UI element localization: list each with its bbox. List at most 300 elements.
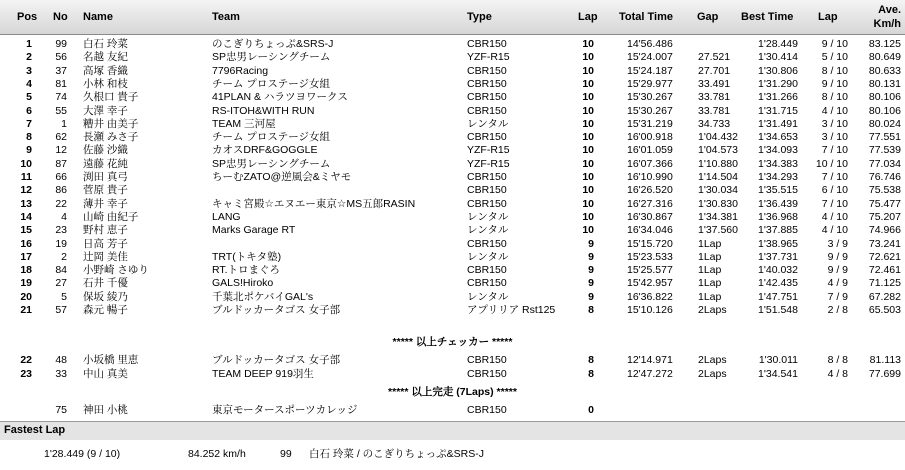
pos-cell: 1 — [26, 38, 32, 50]
header-team: Team — [212, 11, 240, 23]
pos-cell: 23 — [20, 368, 32, 380]
type-cell: YZF-R15 — [467, 157, 510, 170]
total-time-cell: 15'10.126 — [627, 304, 673, 316]
total-time-cell: 15'23.533 — [627, 250, 673, 263]
pos-cell: 9 — [26, 144, 32, 157]
ave-speed-cell: 77.699 — [868, 368, 901, 380]
best-time-cell: 1'34.093 — [758, 144, 798, 157]
gap-cell: 1'10.880 — [698, 157, 738, 170]
header-lap: Lap — [578, 11, 598, 23]
no-cell: 55 — [55, 104, 67, 117]
table-row — [0, 51, 905, 64]
type-cell: CBR150 — [467, 38, 507, 50]
name-cell: 神田 小桃 — [83, 404, 128, 416]
total-time-cell: 15'24.187 — [627, 64, 673, 77]
total-time-cell: 16'30.867 — [627, 210, 673, 223]
lap-cell: 9 — [588, 290, 594, 303]
header-ave: Ave. — [878, 4, 901, 16]
best-time-cell: 1'31.290 — [758, 77, 798, 90]
total-time-cell: 16'07.366 — [627, 157, 673, 170]
pos-cell: 5 — [26, 91, 32, 104]
team-cell: チーム プロステージ女組 — [212, 77, 330, 90]
pos-cell: 2 — [26, 51, 32, 64]
lap-cell: 10 — [582, 197, 594, 210]
name-cell: 佐藤 沙織 — [83, 144, 128, 157]
lap-cell: 9 — [588, 250, 594, 263]
no-cell: 22 — [55, 197, 67, 210]
total-time-cell: 15'24.007 — [627, 51, 673, 64]
ave-speed-cell: 80.633 — [868, 64, 901, 77]
ave-speed-cell: 77.551 — [868, 131, 901, 144]
type-cell: YZF-R15 — [467, 144, 510, 157]
team-cell: のこぎりちょっぷ&SRS-J — [212, 38, 334, 50]
total-time-cell: 12'14.971 — [627, 354, 673, 366]
lap-cell: 10 — [582, 91, 594, 104]
table-row — [0, 404, 905, 417]
type-cell: CBR150 — [467, 91, 507, 104]
team-cell: キャミ宮殿☆エヌエー東京☆MS五郎RASIN — [212, 197, 416, 210]
name-cell: 久根口 貴子 — [83, 91, 139, 104]
type-cell: CBR150 — [467, 404, 507, 416]
best-lap-cell: 9 / 9 — [827, 264, 848, 277]
no-cell: 27 — [55, 277, 67, 290]
name-cell: 高塚 香織 — [83, 64, 128, 77]
pos-cell: 21 — [20, 304, 32, 316]
best-lap-cell: 4 / 10 — [821, 224, 848, 237]
total-time-cell: 14'56.486 — [627, 38, 673, 50]
best-time-cell: 1'47.751 — [758, 290, 798, 303]
gap-cell: 1'30.034 — [698, 184, 738, 197]
name-cell: 小野崎 さゆり — [83, 264, 149, 277]
header-total-time: Total Time — [619, 11, 673, 23]
table-row — [0, 131, 905, 144]
ave-speed-cell: 80.649 — [868, 51, 901, 64]
name-cell: 名越 友紀 — [83, 51, 128, 64]
pos-cell: 17 — [20, 250, 32, 263]
gap-cell: 27.521 — [698, 51, 731, 64]
no-cell: 81 — [55, 77, 67, 90]
no-cell: 62 — [55, 131, 67, 144]
best-lap-cell: 9 / 9 — [827, 250, 848, 263]
fastest-lap-row — [0, 448, 905, 461]
best-lap-cell: 7 / 10 — [821, 144, 848, 157]
name-cell: 日高 芳子 — [83, 237, 128, 250]
pos-cell: 12 — [20, 184, 32, 197]
best-time-cell: 1'34.653 — [758, 131, 798, 144]
name-cell: 大澤 幸子 — [83, 104, 128, 117]
team-cell: TEAM DEEP 919羽生 — [212, 368, 314, 380]
best-lap-cell: 5 / 10 — [821, 51, 848, 64]
best-time-cell: 1'42.435 — [758, 277, 798, 290]
gap-cell: 2Laps — [698, 304, 727, 316]
lap-cell: 10 — [582, 64, 594, 77]
table-row — [0, 171, 905, 184]
type-cell: CBR150 — [467, 277, 507, 290]
ave-speed-cell: 80.106 — [868, 91, 901, 104]
team-cell: RT.トロまぐろ — [212, 264, 281, 277]
table-row — [0, 224, 905, 237]
table-row — [0, 368, 905, 381]
best-lap-cell: 3 / 9 — [827, 237, 848, 250]
team-cell: ちーむZATO@逆風会&ミヤモ — [212, 171, 352, 183]
header-type: Type — [467, 11, 492, 23]
ave-speed-cell: 73.241 — [868, 237, 901, 250]
no-cell: 84 — [55, 264, 67, 277]
team-cell: TEAM 三河屋 — [212, 117, 276, 130]
table-row — [0, 184, 905, 197]
no-cell: 57 — [55, 304, 67, 316]
best-time-cell: 1'30.414 — [758, 51, 798, 64]
total-time-cell: 15'29.977 — [627, 77, 673, 90]
pos-cell: 3 — [26, 64, 32, 77]
type-cell: CBR150 — [467, 64, 507, 77]
total-time-cell: 15'30.267 — [627, 104, 673, 117]
lap-cell: 10 — [582, 171, 594, 183]
best-lap-cell: 4 / 10 — [821, 104, 848, 117]
best-time-cell: 1'37.731 — [758, 250, 798, 263]
ave-speed-cell: 75.207 — [868, 210, 901, 223]
type-cell: レンタル — [467, 224, 509, 237]
no-cell: 37 — [55, 64, 67, 77]
lap-cell: 10 — [582, 144, 594, 157]
fastest-lap-no: 99 — [280, 448, 292, 460]
table-row — [0, 251, 905, 264]
total-time-cell: 16'00.918 — [627, 131, 673, 144]
table-row — [0, 264, 905, 277]
lap-cell: 8 — [588, 368, 594, 380]
ave-speed-cell: 83.125 — [868, 38, 901, 50]
best-lap-cell: 8 / 10 — [821, 64, 848, 77]
best-time-cell: 1'37.885 — [758, 224, 798, 237]
ave-speed-cell: 77.539 — [868, 144, 901, 157]
lap-cell: 10 — [582, 224, 594, 237]
type-cell: CBR150 — [467, 171, 507, 183]
ave-speed-cell: 65.503 — [868, 304, 901, 316]
no-cell: 19 — [55, 237, 67, 250]
team-cell: GALS!Hiroko — [212, 277, 274, 290]
table-row — [0, 91, 905, 104]
gap-cell: 27.701 — [698, 64, 731, 77]
type-cell: CBR150 — [467, 77, 507, 90]
ave-speed-cell: 80.024 — [868, 117, 901, 130]
ave-speed-cell: 71.125 — [868, 277, 901, 290]
total-time-cell: 16'10.990 — [627, 171, 673, 183]
total-time-cell: 15'25.577 — [627, 264, 673, 277]
no-cell: 86 — [55, 184, 67, 197]
best-lap-cell: 7 / 9 — [827, 290, 848, 303]
type-cell: レンタル — [467, 290, 509, 303]
pos-cell: 20 — [20, 290, 32, 303]
table-row — [0, 277, 905, 290]
type-cell: アプリリア Rst125 — [467, 304, 556, 316]
best-lap-cell: 3 / 10 — [821, 131, 848, 144]
type-cell: CBR150 — [467, 131, 507, 144]
name-cell: 山崎 由紀子 — [83, 210, 139, 223]
pos-cell: 14 — [20, 210, 32, 223]
fastest-lap-title: Fastest Lap — [4, 424, 66, 436]
lap-cell: 10 — [582, 117, 594, 130]
lap-cell: 9 — [588, 237, 594, 250]
team-cell: TRT(トキタ塾) — [212, 250, 282, 263]
no-cell: 56 — [55, 51, 67, 64]
team-cell: RS-ITOH&WITH RUN — [212, 104, 315, 117]
gap-cell: 1Lap — [698, 290, 722, 303]
lap-cell: 10 — [582, 157, 594, 170]
best-lap-cell: 4 / 8 — [827, 368, 848, 380]
type-cell: CBR150 — [467, 354, 507, 366]
best-lap-cell: 8 / 10 — [821, 91, 848, 104]
header-name: Name — [83, 11, 113, 23]
ave-speed-cell: 77.034 — [868, 157, 901, 170]
best-time-cell: 1'36.968 — [758, 210, 798, 223]
team-cell: 41PLAN & ハラツヨワークス — [212, 91, 348, 104]
lap-cell: 0 — [588, 404, 594, 416]
lap-cell: 10 — [582, 38, 594, 50]
table-row — [0, 354, 905, 367]
total-time-cell: 16'27.316 — [627, 197, 673, 210]
gap-cell: 1'04.432 — [698, 131, 738, 144]
type-cell: YZF-R15 — [467, 51, 510, 64]
pos-cell: 11 — [20, 171, 32, 183]
lap-cell: 10 — [582, 210, 594, 223]
type-cell: CBR150 — [467, 237, 507, 250]
name-cell: 石井 千優 — [83, 277, 128, 290]
lap-cell: 8 — [588, 304, 594, 316]
ave-speed-cell: 75.538 — [868, 184, 901, 197]
best-time-cell: 1'31.491 — [758, 117, 798, 130]
name-cell: 中山 真美 — [83, 368, 128, 380]
best-time-cell: 1'40.032 — [758, 264, 798, 277]
pos-cell: 22 — [20, 354, 32, 366]
lap-cell: 10 — [582, 51, 594, 64]
table-row — [0, 105, 905, 118]
table-row — [0, 38, 905, 51]
name-cell: 小坂橋 里恵 — [83, 354, 139, 366]
pos-cell: 13 — [20, 197, 32, 210]
type-cell: CBR150 — [467, 264, 507, 277]
table-row — [0, 65, 905, 78]
lap-cell: 10 — [582, 77, 594, 90]
best-time-cell: 1'34.541 — [758, 368, 798, 380]
pos-cell: 10 — [20, 157, 32, 170]
best-time-cell: 1'35.515 — [758, 184, 798, 197]
header-best-time: Best Time — [741, 11, 794, 23]
best-time-cell: 1'38.965 — [758, 237, 798, 250]
total-time-cell: 16'26.520 — [627, 184, 673, 197]
best-time-cell: 1'34.383 — [758, 157, 798, 170]
no-cell: 75 — [55, 404, 67, 416]
lap-cell: 10 — [582, 184, 594, 197]
pos-cell: 8 — [26, 131, 32, 144]
best-time-cell: 1'31.266 — [758, 91, 798, 104]
table-row — [0, 78, 905, 91]
pos-cell: 15 — [20, 224, 32, 237]
no-cell: 48 — [55, 354, 67, 366]
team-cell: SP忠男レーシングチーム — [212, 51, 331, 64]
name-cell: 遠藤 花純 — [83, 157, 128, 170]
name-cell: 白石 玲菜 — [83, 38, 128, 50]
name-cell: 保坂 綾乃 — [83, 290, 128, 303]
team-cell: 7796Racing — [212, 64, 269, 77]
best-time-cell: 1'30.806 — [758, 64, 798, 77]
best-time-cell: 1'34.293 — [758, 171, 798, 183]
lap-cell: 9 — [588, 277, 594, 290]
header-kmh: Km/h — [873, 18, 901, 30]
gap-cell: 1Lap — [698, 264, 722, 277]
name-cell: 渕田 真弓 — [83, 171, 128, 183]
team-cell: チーム プロステージ女組 — [212, 131, 330, 144]
gap-cell: 1'14.504 — [698, 171, 738, 183]
pos-cell: 19 — [20, 277, 32, 290]
gap-cell: 1'37.560 — [698, 224, 738, 237]
ave-speed-cell: 80.106 — [868, 104, 901, 117]
gap-cell: 33.491 — [698, 77, 731, 90]
team-cell: LANG — [212, 210, 241, 223]
name-cell: 小林 和枝 — [83, 77, 128, 90]
ave-speed-cell: 72.461 — [868, 264, 901, 277]
type-cell: CBR150 — [467, 368, 507, 380]
gap-cell: 1'34.381 — [698, 210, 738, 223]
name-cell: 森元 暢子 — [83, 304, 128, 316]
table-row — [0, 144, 905, 157]
best-lap-cell: 10 / 10 — [815, 157, 848, 170]
pos-cell: 18 — [20, 264, 32, 277]
header-best-lap: Lap — [818, 11, 838, 23]
best-lap-cell: 7 / 10 — [821, 197, 848, 210]
best-lap-cell: 8 / 8 — [827, 354, 848, 366]
header-no: No — [53, 11, 68, 23]
best-lap-cell: 6 / 10 — [821, 184, 848, 197]
no-cell: 12 — [55, 144, 67, 157]
no-cell: 5 — [61, 290, 67, 303]
gap-cell: 1'30.830 — [698, 197, 738, 210]
header-pos: Pos — [17, 11, 38, 23]
name-cell: 菅原 貴子 — [83, 184, 128, 197]
fastest-lap-speed: 84.252 km/h — [188, 448, 246, 460]
gap-cell: 1Lap — [698, 250, 722, 263]
pos-cell: 6 — [26, 104, 32, 117]
type-cell: CBR150 — [467, 197, 507, 210]
team-cell: 東京モータースポーツカレッジ — [212, 404, 358, 416]
total-time-cell: 15'31.219 — [627, 117, 673, 130]
header-gap: Gap — [697, 11, 719, 23]
no-cell: 99 — [55, 38, 67, 50]
table-row — [0, 304, 905, 317]
total-time-cell: 15'42.957 — [627, 277, 673, 290]
ave-speed-cell: 74.966 — [868, 224, 901, 237]
table-row — [0, 291, 905, 304]
no-cell: 2 — [61, 250, 67, 263]
gap-cell: 2Laps — [698, 354, 727, 366]
type-cell: CBR150 — [467, 184, 507, 197]
no-cell: 74 — [55, 91, 67, 104]
name-cell: 薄井 幸子 — [83, 197, 128, 210]
best-time-cell: 1'36.439 — [758, 197, 798, 210]
name-cell: 野村 恵子 — [83, 224, 128, 237]
total-time-cell: 15'30.267 — [627, 91, 673, 104]
name-cell: 辻岡 美佳 — [83, 250, 128, 263]
total-time-cell: 16'34.046 — [627, 224, 673, 237]
table-row — [0, 158, 905, 171]
best-lap-cell: 4 / 10 — [821, 210, 848, 223]
gap-cell: 33.781 — [698, 91, 731, 104]
ave-speed-cell: 80.131 — [868, 77, 901, 90]
type-cell: CBR150 — [467, 104, 507, 117]
table-header — [0, 0, 905, 35]
best-time-cell: 1'30.011 — [758, 354, 798, 366]
fastest-lap-driver-team: 白石 玲菜 / のこぎりちょっぷ&SRS-J — [309, 448, 485, 460]
ave-speed-cell: 72.621 — [868, 250, 901, 263]
gap-cell: 1Lap — [698, 237, 722, 250]
best-time-cell: 1'51.548 — [758, 304, 798, 316]
no-cell: 4 — [61, 210, 67, 223]
gap-cell: 2Laps — [698, 368, 727, 380]
pos-cell: 4 — [26, 77, 32, 90]
best-lap-cell: 7 / 10 — [821, 171, 848, 183]
team-cell: SP忠男レーシングチーム — [212, 157, 331, 170]
total-time-cell: 16'01.059 — [627, 144, 673, 157]
best-lap-cell: 9 / 10 — [821, 38, 848, 50]
team-cell: Marks Garage RT — [212, 224, 296, 237]
best-lap-cell: 4 / 9 — [827, 277, 848, 290]
total-time-cell: 12'47.272 — [627, 368, 673, 380]
gap-cell: 1'04.573 — [698, 144, 738, 157]
table-row — [0, 198, 905, 211]
no-cell: 87 — [55, 157, 67, 170]
gap-cell: 34.733 — [698, 117, 731, 130]
total-time-cell: 15'15.720 — [627, 237, 673, 250]
lap-cell: 8 — [588, 354, 594, 366]
best-time-cell: 1'28.449 — [758, 38, 798, 50]
best-time-cell: 1'31.715 — [758, 104, 798, 117]
lap-cell: 9 — [588, 264, 594, 277]
best-lap-cell: 3 / 10 — [821, 117, 848, 130]
total-time-cell: 16'36.822 — [627, 290, 673, 303]
team-cell: ブルドッカータゴス 女子部 — [212, 304, 341, 316]
fastest-lap-header — [0, 421, 905, 440]
best-lap-cell: 2 / 8 — [827, 304, 848, 316]
no-cell: 33 — [55, 368, 67, 380]
gap-cell: 1Lap — [698, 277, 722, 290]
table-row — [0, 238, 905, 251]
best-lap-cell: 9 / 10 — [821, 77, 848, 90]
checker-separator: ***** 以上チェッカー ***** — [392, 336, 513, 348]
table-row — [0, 211, 905, 224]
completion-separator: ***** 以上完走 (7Laps) ***** — [388, 386, 517, 398]
no-cell: 1 — [61, 117, 67, 130]
pos-cell: 16 — [20, 237, 32, 250]
lap-cell: 10 — [582, 104, 594, 117]
pos-cell: 7 — [26, 117, 32, 130]
no-cell: 66 — [55, 171, 67, 183]
ave-speed-cell: 81.113 — [869, 354, 901, 366]
name-cell: 長瀬 みさ子 — [83, 131, 139, 144]
team-cell: 千葉北ポケバイGAL's — [212, 290, 314, 303]
ave-speed-cell: 76.746 — [868, 171, 901, 183]
lap-cell: 10 — [582, 131, 594, 144]
type-cell: レンタル — [467, 250, 509, 263]
no-cell: 23 — [55, 224, 67, 237]
table-row — [0, 118, 905, 131]
gap-cell: 33.781 — [698, 104, 731, 117]
team-cell: カオスDRF&GOGGLE — [212, 144, 318, 157]
name-cell: 糟井 由美子 — [83, 117, 139, 130]
team-cell: ブルドッカータゴス 女子部 — [212, 354, 341, 366]
ave-speed-cell: 67.282 — [868, 290, 901, 303]
type-cell: レンタル — [467, 117, 509, 130]
fastest-lap-time: 1'28.449 (9 / 10) — [44, 448, 121, 460]
type-cell: レンタル — [467, 210, 509, 223]
